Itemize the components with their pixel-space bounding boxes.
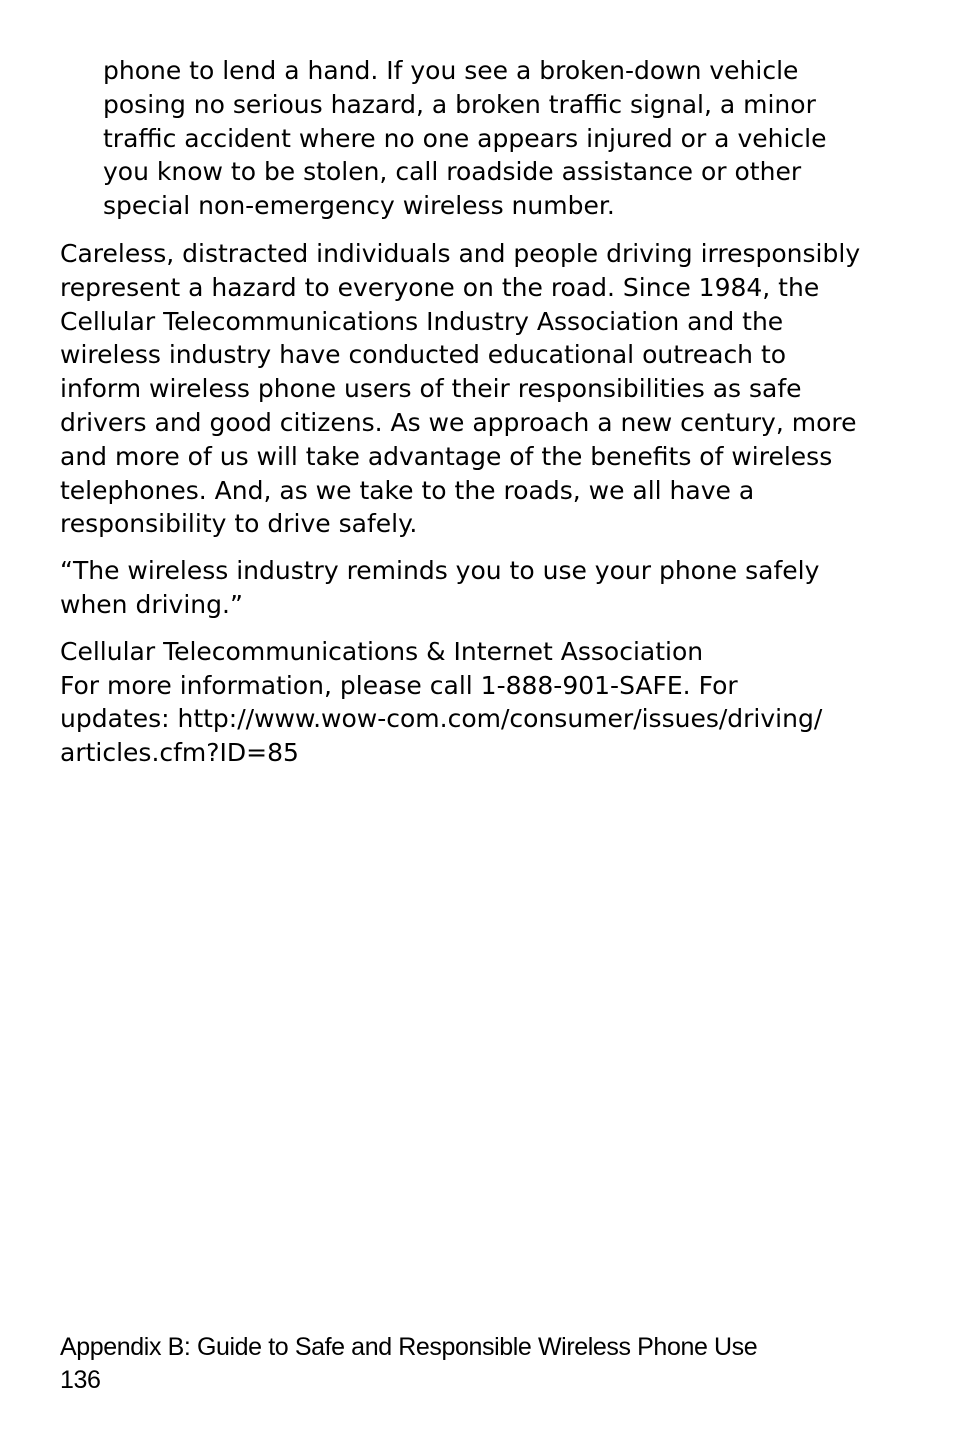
text-line: inform wireless phone users of their responsibilities as safe xyxy=(60,374,802,404)
text-line: Cellular Telecommunications Industry Association and the xyxy=(60,306,784,336)
text-line: posing no serious hazard, a broken traffic signal, a minor xyxy=(103,89,816,119)
text-line: special non-emergency wireless number. xyxy=(103,191,615,221)
text-line: wireless industry have conducted educational outreach to xyxy=(60,340,787,370)
text-line: Careless, distracted individuals and people driving irresponsibly xyxy=(60,238,861,268)
text-line: drivers and good citizens. As we approach a new century, more xyxy=(60,407,857,437)
url-line: updates: http://www.wow-com.com/consumer/issues/driving/ xyxy=(60,704,823,734)
text-line: “The wireless industry reminds you to use your phone safely xyxy=(60,556,820,586)
footer-section-title: Appendix B: Guide to Safe and Responsible Wireless Phone Use xyxy=(60,1333,758,1361)
careless-drivers-paragraph xyxy=(60,237,910,541)
page-body xyxy=(60,54,910,783)
url-line: articles.cfm?ID=85 xyxy=(60,738,299,768)
industry-quote xyxy=(60,554,910,622)
text-line: responsibility to drive safely. xyxy=(60,509,418,539)
phone-info-line: For more information, please call 1-888-901-SAFE. For xyxy=(60,670,738,700)
text-line: represent a hazard to everyone on the road. Since 1984, the xyxy=(60,272,820,302)
text-line: you know to be stolen, call roadside assistance or other xyxy=(103,157,802,187)
text-line: phone to lend a hand. If you see a broken-down vehicle xyxy=(103,56,799,85)
attribution-block xyxy=(60,635,910,770)
indented-paragraph xyxy=(60,54,910,223)
text-line: telephones. And, as we take to the roads, we all have a xyxy=(60,475,755,505)
organization-name: Cellular Telecommunications & Internet Association xyxy=(60,636,704,666)
text-line: when driving.” xyxy=(60,589,243,619)
text-line: traffic accident where no one appears injured or a vehicle xyxy=(103,123,827,153)
page-number: 136 xyxy=(60,1366,101,1394)
text-line: and more of us will take advantage of the benefits of wireless xyxy=(60,441,833,471)
page-footer xyxy=(60,1331,757,1397)
